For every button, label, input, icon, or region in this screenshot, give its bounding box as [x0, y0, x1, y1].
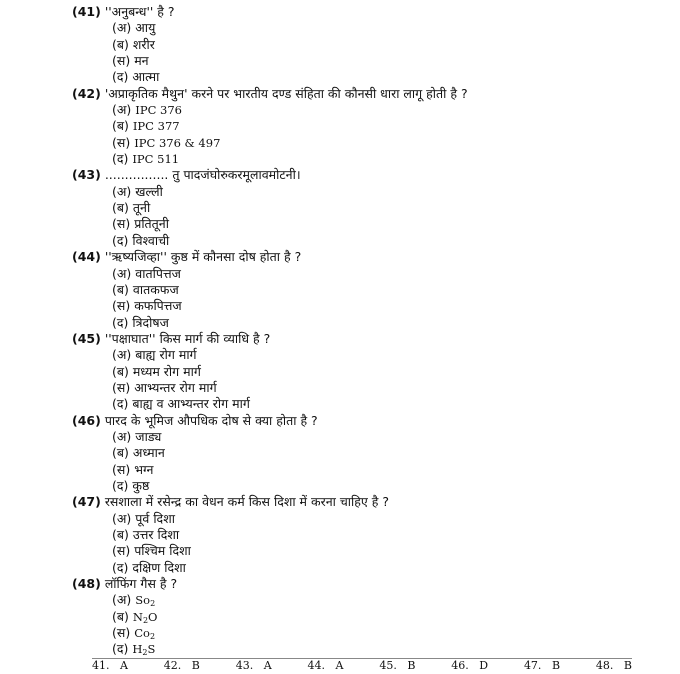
option: [72, 347, 672, 363]
question-line: [72, 576, 672, 592]
question-text: लॉफिंग गैस है ?: [104, 576, 178, 592]
option-label: (अ): [112, 428, 132, 444]
option-text: दक्षिण दिशा: [132, 559, 186, 575]
option-label: (द): [112, 232, 129, 248]
answer-key: [92, 658, 632, 674]
option: [72, 315, 672, 331]
option-text: पश्चिम दिशा: [134, 543, 191, 559]
option-text: वातकफज: [132, 281, 179, 297]
option-text: मध्यम रोग मार्ग: [132, 363, 201, 379]
option-label: (द): [112, 477, 129, 493]
answer-letter: A: [335, 659, 344, 672]
question-line: [72, 4, 672, 20]
option-text: IPC 376 & 497: [134, 135, 221, 150]
option-text: मन: [134, 53, 149, 69]
option: [72, 298, 672, 314]
formula-subscript: 2: [142, 648, 148, 658]
answer-question-number: 41.: [92, 659, 110, 672]
option-label: (स): [112, 379, 131, 395]
option: [72, 429, 672, 445]
option-label: (द): [112, 559, 129, 575]
option-text: खल्ली: [135, 183, 163, 199]
option: [72, 625, 672, 641]
option-label: (स): [112, 53, 131, 69]
option-label: (द): [112, 396, 129, 412]
question-number: (44): [72, 249, 101, 265]
option: [72, 462, 672, 478]
question: [72, 167, 672, 249]
option: [72, 364, 672, 380]
question-number: (43): [72, 167, 101, 183]
answer-letter: B: [191, 659, 200, 672]
question: [72, 331, 672, 413]
option: [72, 511, 672, 527]
question: [72, 576, 672, 658]
question: [72, 494, 672, 576]
option-text: आत्मा: [132, 69, 160, 85]
option: [72, 118, 672, 134]
answer-key-item: [164, 659, 200, 674]
option-label: (ब): [112, 118, 129, 134]
answer-key-item: [379, 659, 415, 674]
option-label: (द): [112, 314, 129, 330]
answer-letter: B: [623, 659, 632, 672]
option: [72, 151, 672, 167]
option: [72, 609, 672, 625]
formula-main: N: [132, 609, 143, 624]
answer-key-item: [308, 659, 344, 674]
option-label: (ब): [112, 36, 129, 52]
formula-after: O: [148, 609, 158, 624]
option: [72, 37, 672, 53]
option-text: अध्मान: [132, 445, 165, 461]
answer-key-item: [596, 659, 632, 674]
option-formula: [134, 626, 155, 640]
option-label: (अ): [112, 347, 132, 363]
option-formula: [135, 593, 155, 607]
answer-letter: B: [551, 659, 561, 672]
question-line: [72, 413, 672, 429]
formula-after: S: [147, 642, 156, 657]
question-text: ''पक्षाघात'' किस मार्ग की व्याधि है ?: [104, 330, 271, 346]
option: [72, 592, 672, 608]
question-list: [72, 4, 672, 658]
option-label: (स): [112, 216, 131, 232]
answer-key-item: [236, 659, 272, 674]
formula-main: So: [135, 593, 151, 608]
option-label: (द): [112, 151, 129, 167]
option: [72, 478, 672, 494]
answer-question-number: 43.: [235, 659, 254, 672]
option-label: (अ): [112, 20, 132, 36]
option: [72, 445, 672, 461]
question-text: रसशाला में रसेन्द्र का वेधन कर्म किस दिशा में करना चाहिए है ?: [104, 494, 390, 510]
option-label: (स): [112, 134, 131, 150]
option-label: (ब): [112, 363, 129, 379]
option: [72, 527, 672, 543]
question-line: [72, 249, 672, 265]
question: [72, 413, 672, 495]
option-text: तूनी: [132, 200, 151, 216]
answer-letter: B: [407, 659, 416, 672]
option-text: बाह्य रोग मार्ग: [135, 347, 197, 363]
option-label: (द): [112, 641, 129, 657]
question-number: (41): [72, 4, 101, 19]
answer-question-number: 46.: [451, 659, 469, 672]
option-text: आभ्यन्तर रोग मार्ग: [134, 379, 217, 395]
option: [72, 216, 672, 232]
question-number: (48): [72, 576, 101, 592]
formula-subscript: 2: [150, 599, 156, 609]
option-label: (अ): [112, 265, 132, 281]
question-line: [72, 167, 672, 183]
option-text: शरीर: [132, 36, 155, 52]
answer-letter: D: [479, 659, 489, 672]
option-label: (स): [112, 543, 131, 559]
option-text: जाड्य: [135, 428, 162, 444]
option-label: (ब): [112, 527, 129, 542]
question-text: ................ तु पादजंघोरुकरमूलावमोटनी।: [104, 167, 301, 183]
answer-question-number: 48.: [595, 659, 614, 672]
question-text: पारद के भूमिज औपधिक दोष से क्या होता है ?: [104, 412, 318, 428]
option: [72, 380, 672, 396]
option: [72, 641, 672, 657]
question-line: [72, 86, 672, 102]
option-label: (स): [112, 625, 131, 641]
option-text: भग्न: [134, 461, 154, 477]
option: [72, 266, 672, 282]
option-text: उत्तर दिशा: [132, 527, 180, 542]
option-text: त्रिदोषज: [132, 314, 169, 330]
answer-key-item: [451, 659, 488, 674]
answer-letter: A: [263, 659, 272, 672]
option-formula: [133, 610, 158, 624]
answer-question-number: 45.: [379, 659, 397, 672]
answer-question-number: 47.: [523, 659, 542, 672]
option-label: (अ): [112, 102, 132, 118]
answer-question-number: 42.: [163, 659, 182, 672]
option-label: (अ): [112, 592, 132, 608]
option: [72, 184, 672, 200]
option-text: आयु: [135, 20, 156, 36]
answer-letter: A: [120, 659, 128, 672]
formula-subscript: 2: [142, 615, 149, 625]
option-text: बाह्य व आभ्यन्तर रोग मार्ग: [132, 396, 250, 412]
formula-subscript: 2: [149, 632, 156, 642]
option-text: IPC 511: [132, 152, 180, 167]
option: [72, 135, 672, 151]
option-text: पूर्व दिशा: [135, 510, 175, 526]
option-label: (ब): [112, 200, 129, 216]
option: [72, 69, 672, 85]
option: [72, 200, 672, 216]
option: [72, 543, 672, 559]
question: [72, 86, 672, 168]
question-text: 'अप्राकृतिक मैथुन' करने पर भारतीय दण्ड संहिता की कौनसी धारा लागू होती है ?: [104, 85, 468, 101]
option: [72, 233, 672, 249]
option-text: प्रतितूनी: [134, 216, 169, 232]
option-label: (ब): [112, 281, 129, 297]
question-number: (45): [72, 330, 101, 346]
option-text: कुष्ठ: [132, 477, 150, 493]
answer-key-item: [524, 659, 560, 674]
option-label: (ब): [112, 445, 129, 461]
question-number: (46): [72, 412, 101, 428]
formula-main: H: [132, 642, 143, 657]
question-text: ''ऋष्यजिव्हा'' कुष्ठ में कौनसा दोष होता है ?: [104, 249, 302, 265]
option: [72, 282, 672, 298]
option-text: IPC 377: [132, 119, 180, 134]
option-text: वातपित्तज: [135, 265, 181, 281]
option-text: विश्वाची: [132, 232, 170, 248]
option: [72, 560, 672, 576]
question-number: (47): [72, 494, 101, 510]
option-label: (स): [112, 298, 131, 314]
question: [72, 4, 672, 86]
option-label: (अ): [112, 183, 132, 199]
option-formula: [132, 642, 155, 656]
answer-key-item: [92, 659, 128, 674]
question-line: [72, 494, 672, 510]
formula-main: Co: [134, 626, 150, 641]
option-label: (अ): [112, 510, 132, 526]
option-label: (ब): [112, 608, 129, 624]
option: [72, 20, 672, 36]
option-text: कफपित्तज: [134, 298, 182, 314]
option-label: (स): [112, 461, 131, 477]
option: [72, 53, 672, 69]
option: [72, 102, 672, 118]
question-text: ''अनुबन्ध'' है ?: [104, 4, 175, 19]
question-number: (42): [72, 85, 101, 101]
option-text: IPC 376: [135, 103, 182, 118]
option: [72, 396, 672, 412]
question: [72, 249, 672, 331]
option-label: (द): [112, 69, 129, 85]
answer-question-number: 44.: [307, 659, 326, 672]
question-line: [72, 331, 672, 347]
